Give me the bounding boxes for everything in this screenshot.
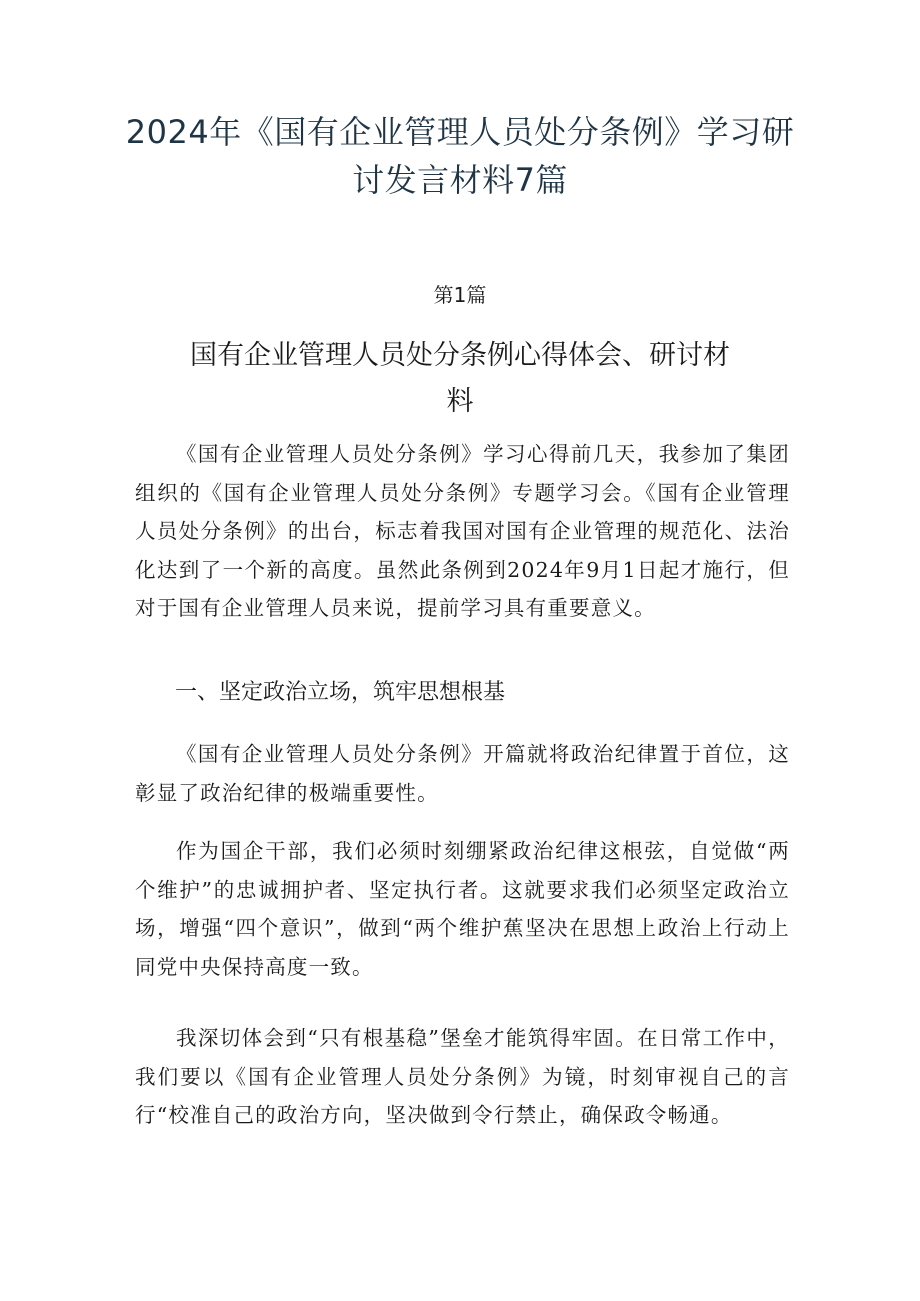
chapter-title: 国有企业管理人员处分条例心得体会、研讨材料 <box>190 340 730 417</box>
chapter-label: 第1篇 <box>433 283 487 307</box>
intro-paragraph: 《国有企业管理人员处分条例》学习心得前几天，我参加了集团组织的《国有企业管理人员处分条例》专题学习会。《国有企业管理人员处分条例》的出台，标志着我国对国有企业管理的规范化、法治化达到了一个新的高度。虽然此条例到2024年9月1日起才施行，但对于国有企业管理人员来说，提前学习具有重要意义。 <box>135 442 790 620</box>
section-heading: 一、坚定政治立场，筑牢思想根基 <box>175 680 506 705</box>
body-paragraph: 我深切体会到“只有根基稳”堡垒才能筑得牢固。在日常工作中，我们要以《国有企业管理人员处分条例》为镜，时刻审视自己的言行“校准自己的政治方向，坚决做到令行禁止，确保政令畅通。 <box>135 1026 790 1127</box>
body-paragraph: 作为国企干部，我们必须时刻绷紧政治纪律这根弦，自觉做“两个维护”的忠诚拥护者、坚定执行者。这就要求我们必须坚定政治立场，增强“四个意识”，做到“两个维护蕉坚决在思想上政治上行动上同党中央保持高度一致。 <box>135 839 790 979</box>
body-paragraph: 《国有企业管理人员处分条例》开篇就将政治纪律置于首位，这彰显了政治纪律的极端重要性。 <box>135 742 790 805</box>
document-title: 2024年《国有企业管理人员处分条例》学习研讨发言材料7篇 <box>125 113 795 199</box>
